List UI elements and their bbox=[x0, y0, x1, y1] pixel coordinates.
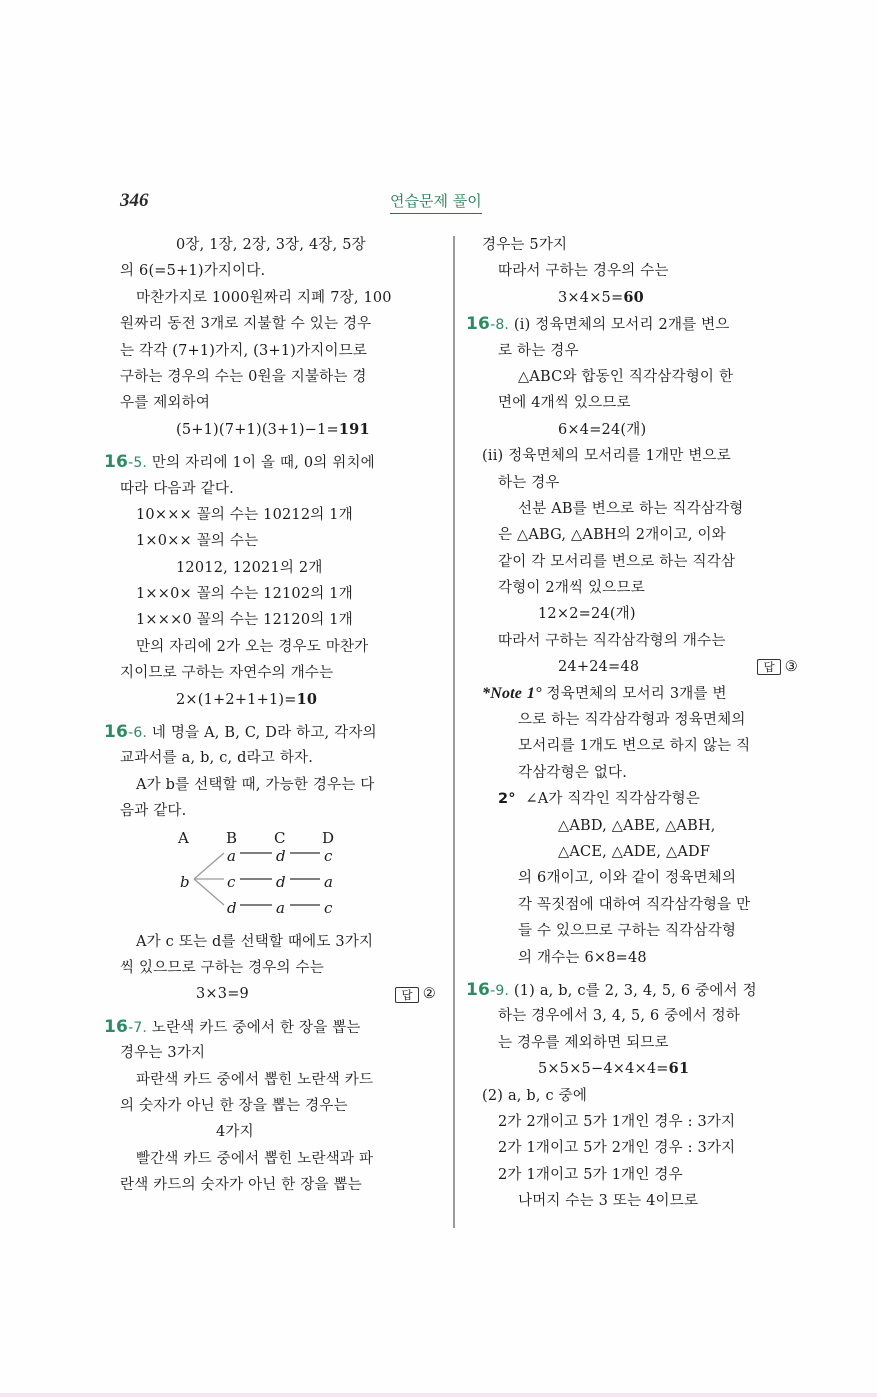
text-line: 2가 1개이고 5가 2개인 경우 : 3가지 bbox=[498, 1140, 736, 1157]
tree-header: A bbox=[178, 828, 190, 847]
text-line: (2) a, b, c 중에 bbox=[482, 1087, 588, 1104]
tree-lines bbox=[160, 825, 380, 929]
text-line: 씩 있으므로 구하는 경우의 수는 bbox=[120, 959, 324, 976]
tree-node: c bbox=[227, 872, 236, 891]
text-line: 각형이 2개씩 있으므로 bbox=[498, 580, 645, 597]
text-line: 모서리를 1개도 변으로 하지 않는 직 bbox=[518, 738, 751, 755]
equation: 12×2=24(개) bbox=[538, 606, 636, 623]
text-line: 마찬가지로 1000원짜리 지폐 7장, 100 bbox=[136, 289, 392, 306]
answer-choice: ② bbox=[422, 986, 436, 1003]
text-line: 하는 경우 bbox=[498, 474, 560, 491]
problem-16-5-heading: 16-5. 만의 자리에 1이 올 때, 0의 위치에 bbox=[104, 452, 375, 473]
answer-label: 답 bbox=[395, 987, 418, 1003]
text-line: △ACE, △ADE, △ADF bbox=[558, 843, 711, 860]
text-line: 경우는 3가지 bbox=[120, 1045, 206, 1062]
tree-root: b bbox=[180, 872, 190, 891]
text-line: 들 수 있으므로 구하는 직각삼각형 bbox=[518, 923, 737, 940]
text-line: 만의 자리에 2가 오는 경우도 마찬가 bbox=[136, 638, 369, 655]
problem-16-6-heading: 16-6. 네 명을 A, B, C, D라 하고, 각자의 bbox=[104, 722, 377, 743]
problem-16-9-heading: 16-9. (1) a, b, c를 2, 3, 4, 5, 6 중에서 정 bbox=[466, 979, 757, 1000]
answer-mark bbox=[757, 654, 798, 680]
text-line: 같이 각 모서리를 변으로 하는 직각삼 bbox=[498, 553, 736, 570]
text-line: 음과 같다. bbox=[120, 803, 187, 820]
text-line: 는 각각 (7+1)가지, (3+1)가지이므로 bbox=[120, 342, 368, 359]
tree-header: B bbox=[226, 828, 238, 847]
text-line: 따라서 구하는 경우의 수는 bbox=[498, 263, 669, 280]
tree-diagram bbox=[160, 825, 440, 929]
answer-mark bbox=[395, 981, 436, 1007]
equation: 2×(1+2+1+1)=10 bbox=[176, 690, 318, 708]
answer-choice: ③ bbox=[784, 659, 798, 676]
text-line: 1×0×× 꼴의 수는 bbox=[136, 533, 259, 550]
answer-label: 답 bbox=[757, 659, 780, 675]
text-line: 의 숫자가 아닌 한 장을 뽑는 경우는 bbox=[120, 1097, 348, 1114]
text-line: 로 하는 경우 bbox=[498, 342, 579, 359]
text-line: 경우는 5가지 bbox=[482, 237, 568, 253]
problem-16-8-heading: 16-8. (i) 정육면체의 모서리 2개를 변으 bbox=[466, 314, 730, 335]
text-line: 는 경우를 제외하면 되므로 bbox=[498, 1034, 669, 1051]
text-line: 나머지 수는 3 또는 4이므로 bbox=[518, 1193, 699, 1210]
equation: 6×4=24(개) bbox=[558, 421, 647, 438]
tree-node: a bbox=[324, 872, 334, 891]
tree-node: d bbox=[276, 872, 286, 891]
equation: 5×5×5−4×4×4=61 bbox=[538, 1060, 690, 1078]
text-line: 0장, 1장, 2장, 3장, 4장, 5장 bbox=[176, 237, 366, 253]
problem-number: 16-6. bbox=[104, 722, 148, 743]
text-line: 우를 제외하여 bbox=[120, 395, 211, 412]
text-line: 파란색 카드 중에서 뽑힌 노란색 카드 bbox=[136, 1071, 374, 1088]
problem-number: 16-5. bbox=[104, 452, 148, 473]
text-line: 12012, 12021의 2개 bbox=[176, 559, 323, 576]
tree-header: C bbox=[274, 828, 286, 847]
text-line: 2가 2개이고 5가 1개인 경우 : 3가지 bbox=[498, 1113, 736, 1130]
bottom-edge bbox=[0, 1393, 877, 1397]
text-line: 1××0× 꼴의 수는 12102의 1개 bbox=[136, 586, 353, 603]
text-line: 각삼각형은 없다. bbox=[518, 764, 628, 781]
problem-number: 16-8. bbox=[466, 314, 510, 335]
text-line: 의 6개이고, 이와 같이 정육면체의 bbox=[518, 870, 737, 887]
text-line: 선분 AB를 변으로 하는 직각삼각형 bbox=[518, 500, 744, 517]
note-heading: *Note 1° 정육면체의 모서리 3개를 변 bbox=[482, 684, 727, 702]
text-line: 10××× 꼴의 수는 10212의 1개 bbox=[136, 506, 353, 523]
text-line: 의 개수는 6×8=48 bbox=[518, 949, 647, 966]
tree-node: d bbox=[276, 846, 286, 865]
note-item: 2° ∠A가 직각인 직각삼각형은 bbox=[498, 791, 701, 808]
text-line: 1×××0 꼴의 수는 12120의 1개 bbox=[136, 612, 353, 629]
text-line: 은 △ABG, △ABH의 2개이고, 이와 bbox=[498, 527, 726, 544]
text-line: 의 6(=5+1)가지이다. bbox=[120, 263, 266, 280]
text-line: 원짜리 동전 3개로 지불할 수 있는 경우 bbox=[120, 316, 372, 333]
tree-node: a bbox=[276, 898, 286, 917]
problem-number: 16-9. bbox=[466, 979, 510, 1000]
tree-node: c bbox=[324, 846, 333, 865]
text-line: 따라 다음과 같다. bbox=[120, 480, 234, 497]
column-divider bbox=[453, 236, 455, 1228]
text-line: 각 꼭짓점에 대하여 직각삼각형을 만 bbox=[518, 896, 751, 913]
text-line: 따라서 구하는 직각삼각형의 개수는 bbox=[498, 632, 726, 649]
text-line: 으로 하는 직각삼각형과 정육면체의 bbox=[518, 712, 746, 729]
page-number: 346 bbox=[120, 190, 149, 211]
text-line: 빨간색 카드 중에서 뽑힌 노란색과 파 bbox=[136, 1150, 374, 1167]
running-title: 연습문제 풀이 bbox=[390, 190, 482, 214]
text-line: 하는 경우에서 3, 4, 5, 6 중에서 정하 bbox=[498, 1008, 741, 1025]
text-line: 면에 4개씩 있으므로 bbox=[498, 395, 631, 412]
text-line: A가 c 또는 d를 선택할 때에도 3가지 bbox=[136, 933, 374, 950]
problem-16-7-heading: 16-7. 노란색 카드 중에서 한 장을 뽑는 bbox=[104, 1016, 361, 1037]
problem-number: 16-7. bbox=[104, 1016, 148, 1037]
note-label: *Note bbox=[482, 684, 523, 702]
tree-node: c bbox=[324, 898, 333, 917]
text-line: 교과서를 a, b, c, d라고 하자. bbox=[120, 750, 314, 767]
equation: (5+1)(7+1)(3+1)−1=191 bbox=[176, 420, 370, 438]
text-line: 2가 1개이고 5가 1개인 경우 bbox=[498, 1166, 683, 1183]
text-line: △ABD, △ABE, △ABH, bbox=[558, 817, 716, 834]
tree-node: a bbox=[227, 846, 237, 865]
text-line: (ii) 정육면체의 모서리를 1개만 변으로 bbox=[482, 448, 731, 465]
left-column bbox=[104, 232, 440, 1199]
right-column bbox=[466, 232, 802, 1214]
result-value: 191 bbox=[338, 420, 370, 438]
text-line: △ABC와 합동인 직각삼각형이 한 bbox=[518, 368, 734, 385]
text-line: 4가지 bbox=[216, 1124, 254, 1141]
tree-node: d bbox=[227, 898, 237, 917]
text-line: 구하는 경우의 수는 0원을 지불하는 경 bbox=[120, 368, 367, 385]
tree-header: D bbox=[322, 828, 335, 847]
equation: 3×4×5=60 bbox=[558, 288, 644, 306]
text-line: A가 b를 선택할 때, 가능한 경우는 다 bbox=[136, 776, 375, 793]
text-line: 지이므로 구하는 자연수의 개수는 bbox=[120, 665, 334, 682]
equation: 3×3=9 답 ② bbox=[120, 981, 440, 1007]
text-line: 란색 카드의 숫자가 아닌 한 장을 뽑는 bbox=[120, 1177, 362, 1194]
equation: 24+24=48 답 ③ bbox=[482, 654, 802, 680]
